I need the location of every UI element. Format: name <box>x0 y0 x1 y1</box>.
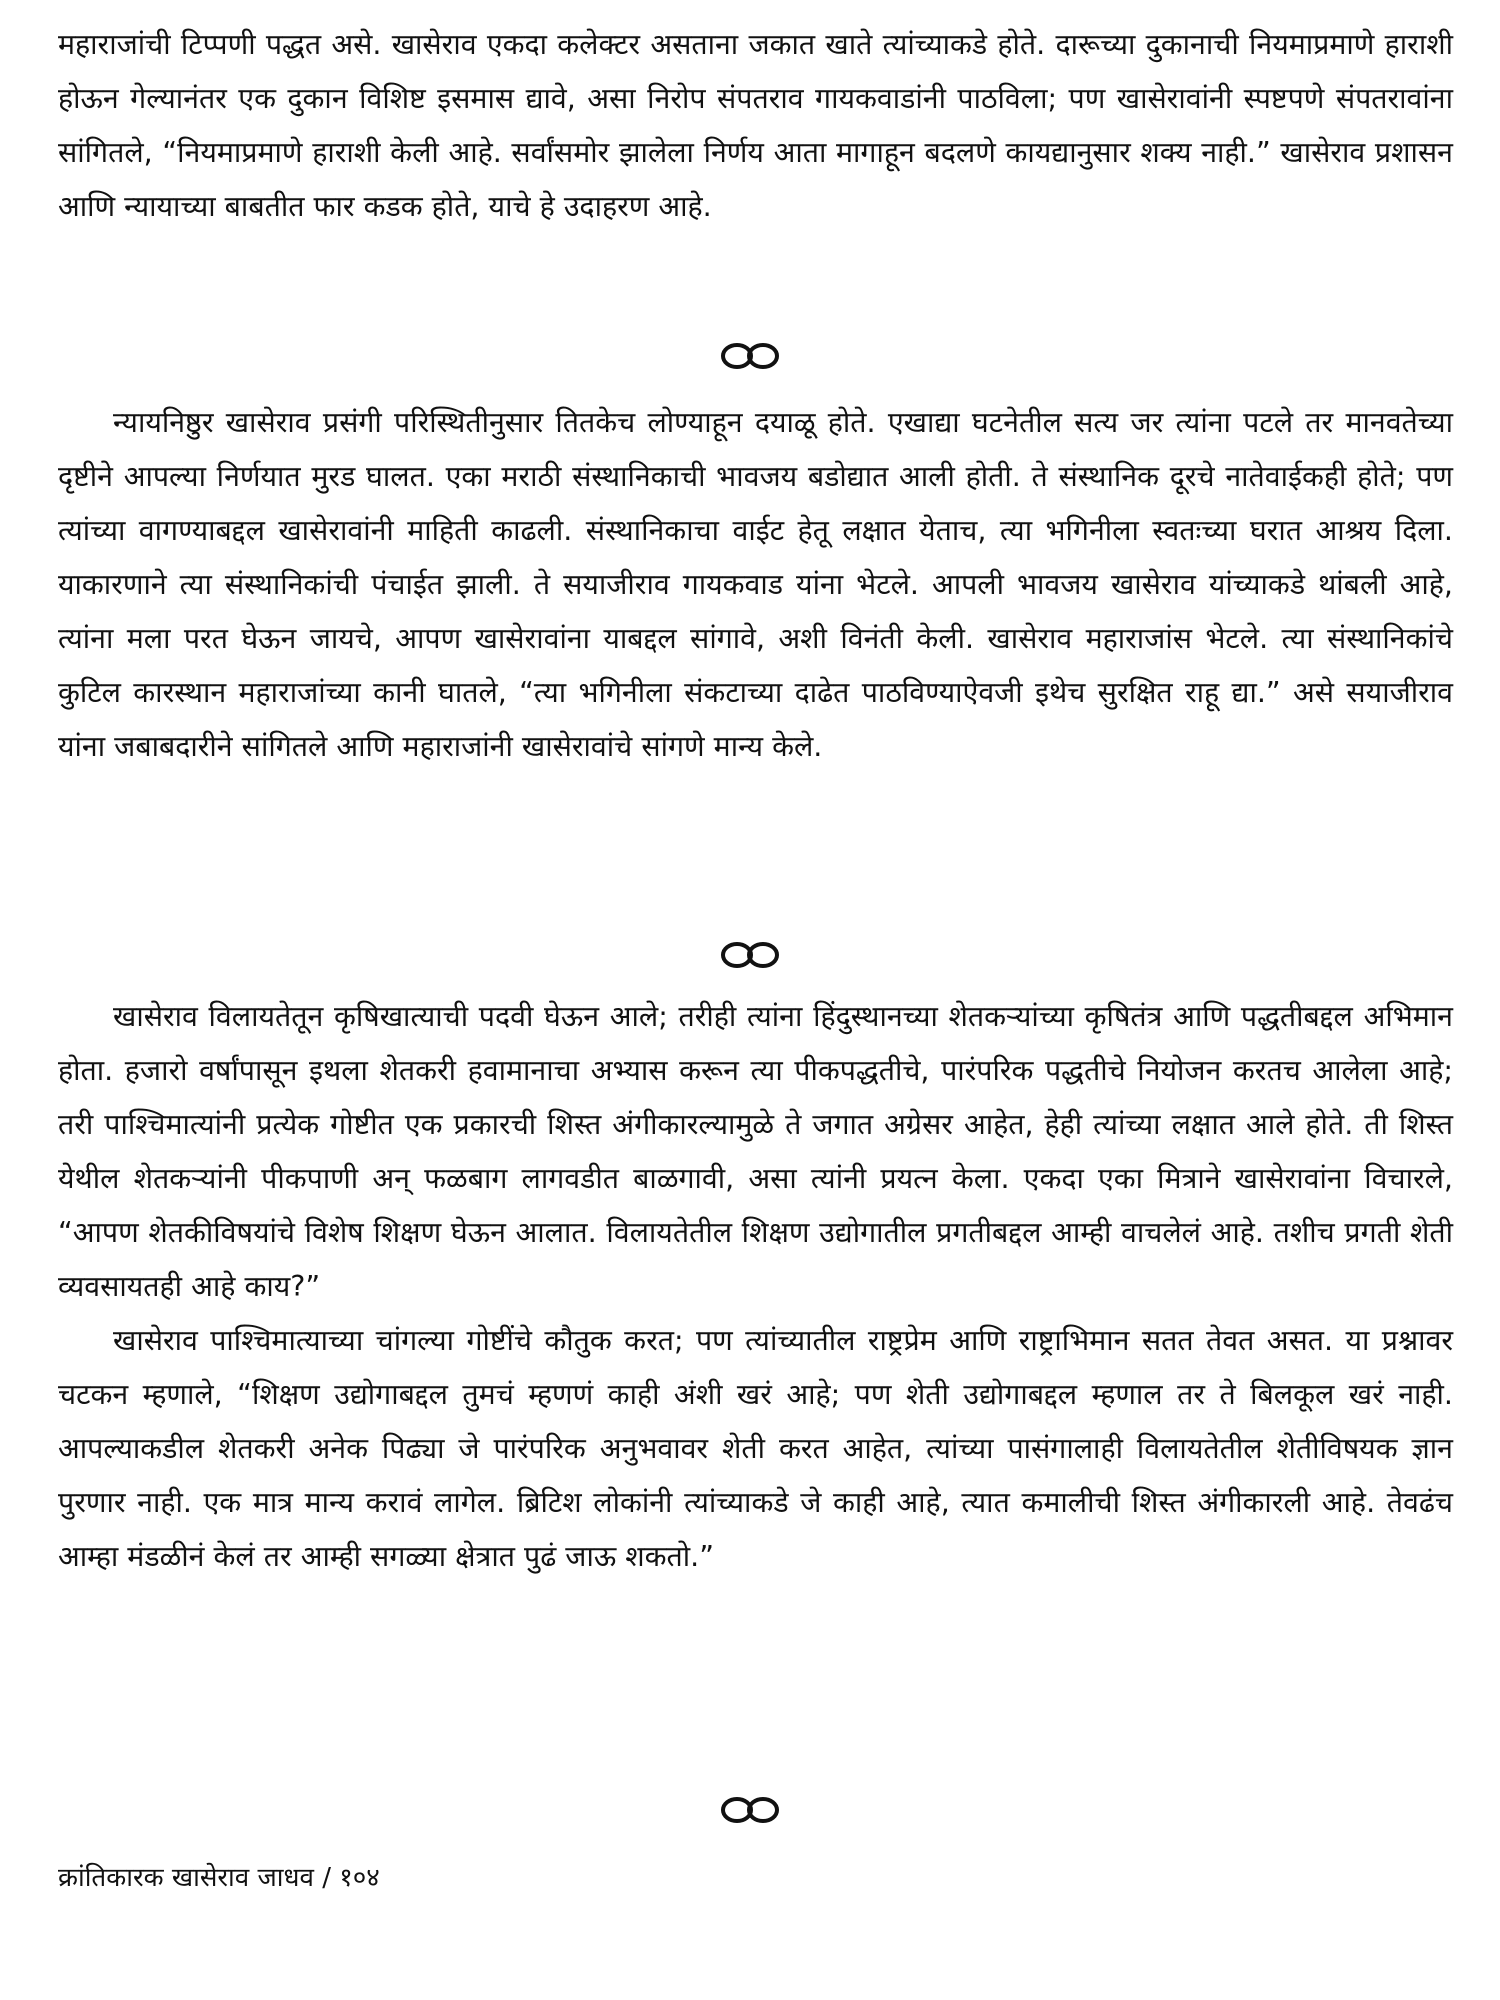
double-ring-ornament-icon <box>710 1790 790 1830</box>
section-separator <box>0 336 1500 376</box>
section-three <box>58 990 1453 1584</box>
double-ring-ornament-icon <box>710 935 790 975</box>
page-footer: क्रांतिकारक खासेराव जाधव / १०४ <box>58 1863 380 1893</box>
paragraph-four: खासेराव पाश्चिमात्याच्या चांगल्या गोष्टींचे कौतुक करत; पण त्यांच्यातील राष्ट्रप्रेम आणि राष्ट्राभिमान सतत तेवत असत. या प्रश्नावर चटकन म्हणाले, “शिक्षण उद्योगाबद्दल तुमचं म्हणणं काही अंशी खरं आहे; पण शेती उद्योगाबद्दल म्हणाल तर ते बिलकूल खरं नाही. आपल्याकडील शेतकरी अनेक पिढ्या जे पारंपरिक अनुभवावर शेती करत आहेत, त्यांच्या पासंगालाही विलायतेतील शेतीविषयक ज्ञान पुरणार नाही. एक मात्र मान्य करावं लागेल. ब्रिटिश लोकांनी त्यांच्याकडे जे काही आहे, त्यात कमालीची शिस्त अंगीकारली आहे. तेवढंच आम्हा मंडळीनं केलं तर आम्ही सगळ्या क्षेत्रात पुढं जाऊ शकतो.” <box>58 1324 1453 1573</box>
section-two <box>58 396 1453 774</box>
section-one <box>58 18 1453 234</box>
paragraph-three: खासेराव विलायतेतून कृषिखात्याची पदवी घेऊन आले; तरीही त्यांना हिंदुस्थानच्या शेतकऱ्यांच्या कृषितंत्र आणि पद्धतीबद्दल अभिमान होता. हजारो वर्षांपासून इथला शेतकरी हवामानाचा अभ्यास करून त्या पीकपद्धतीचे, पारंपरिक पद्धतीचे नियोजन करतच आलेला आहे; तरी पाश्चिमात्यांनी प्रत्येक गोष्टीत एक प्रकारची शिस्त अंगीकारल्यामुळे ते जगात अग्रेसर आहेत, हेही त्यांच्या लक्षात आले होते. ती शिस्त येथील शेतकऱ्यांनी पीकपाणी अन् फळबाग लागवडीत बाळगावी, असा त्यांनी प्रयत्न केला. एकदा एका मित्राने खासेरावांना विचारले, “आपण शेतकीविषयांचे विशेष शिक्षण घेऊन आलात. विलायतेतील शिक्षण उद्योगातील प्रगतीबद्दल आम्ही वाचलेलं आहे. तशीच प्रगती शेती व्यवसायतही आहे काय?” <box>58 1000 1453 1303</box>
section-separator <box>0 935 1500 975</box>
section-separator <box>0 1790 1500 1830</box>
paragraph-two: न्यायनिष्ठुर खासेराव प्रसंगी परिस्थितीनुसार तितकेच लोण्याहून दयाळू होते. एखाद्या घटनेतील सत्य जर त्यांना पटले तर मानवतेच्या दृष्टीने आपल्या निर्णयात मुरड घालत. एका मराठी संस्थानिकाची भावजय बडोद्यात आली होती. ते संस्थानिक दूरचे नातेवाईकही होते; पण त्यांच्या वागण्याबद्दल खासेरावांनी माहिती काढली. संस्थानिकाचा वाईट हेतू लक्षात येताच, त्या भगिनीला स्वतःच्या घरात आश्रय दिला. याकारणाने त्या संस्थानिकांची पंचाईत झाली. ते सयाजीराव गायकवाड यांना भेटले. आपली भावजय खासेराव यांच्याकडे थांबली आहे, त्यांना मला परत घेऊन जायचे, आपण खासेरावांना याबद्दल सांगावे, अशी विनंती केली. खासेराव महाराजांस भेटले. त्या संस्थानिकांचे कुटिल कारस्थान महाराजांच्या कानी घातले, “त्या भगिनीला संकटाच्या दाढेत पाठविण्याऐवजी इथेच सुरक्षित राहू द्या.” असे सयाजीराव यांना जबाबदारीने सांगितले आणि महाराजांनी खासेरावांचे सांगणे मान्य केले. <box>58 406 1453 763</box>
paragraph-one: महाराजांची टिप्पणी पद्धत असे. खासेराव एकदा कलेक्टर असताना जकात खाते त्यांच्याकडे होते. दारूच्या दुकानाची नियमाप्रमाणे हाराशी होऊन गेल्यानंतर एक दुकान विशिष्ट इसमास द्यावे, असा निरोप संपतराव गायकवाडांनी पाठविला; पण खासेरावांनी स्पष्टपणे संपतरावांना सांगितले, “नियमाप्रमाणे हाराशी केली आहे. सर्वांसमोर झालेला निर्णय आता मागाहून बदलणे कायद्यानुसार शक्य नाही.” खासेराव प्रशासन आणि न्यायाच्या बाबतीत फार कडक होते, याचे हे उदाहरण आहे. <box>58 28 1453 223</box>
double-ring-ornament-icon <box>710 336 790 376</box>
